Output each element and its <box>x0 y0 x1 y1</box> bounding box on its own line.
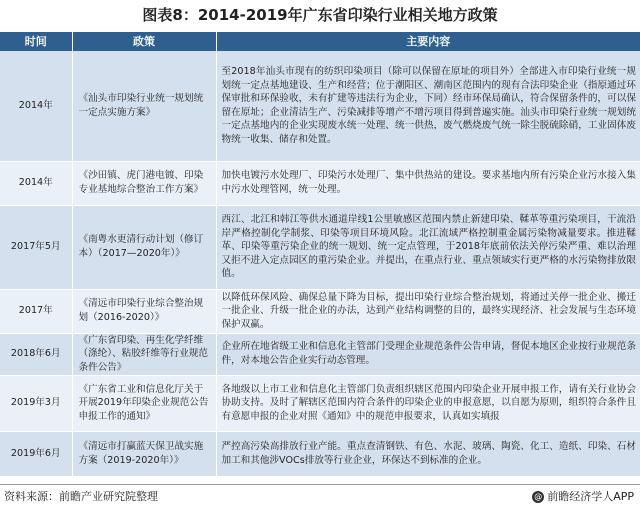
row-content: 至2018年汕头市现有的纺织印染项目（除可以保留在原址的项目外）全部进入市印染行业统一规划统一定点基地建设、生产和经营；位于潮阳区、潮南区范围内的现有合法印染企业（指原通过环保审批和环保验收，未有扩建等违法行为企业，下同）经市环保局确认，符合保留条件的，可以保留在原址；企业清洁生产、污染减排等增产不增污项目得到普遍实施。汕头市印染行业统一规划统一定点基地内的企业实现废水统一处理、统一供热，废气燃烧废气统一除尘脱硫除硝，工业固体废物统一收集、储存和处置。 <box>216 51 640 161</box>
header-policy: 政策 <box>72 32 216 51</box>
page-title: 图表8：2014-2019年广东省印染行业相关地方政策 <box>142 6 498 24</box>
row-content: 西江、北江和韩江等供水通道岸线1公里敏感区范围内禁止新建印染、鞣革等重污染项目，干流沿岸严格控制化学制浆、印染等项目环境风险。北江流域严格控制重金属污染物减量要求。推进鞣革、印染等重污染企业的统一规划、统一定点管理，于2018年底前依法关停污染严重、难以治理又拒不进入定点园区的重污染企业。并提出，在重点行业、重点领域实行更严格的水污染物排放限值。 <box>216 205 640 289</box>
table-header-row <box>0 32 640 51</box>
row-policy: 《汕头市印染行业统一规划统一定点实施方案》 <box>72 51 216 161</box>
table-row <box>0 161 640 205</box>
row-time: 2019年3月 <box>0 375 72 431</box>
row-policy: 《广东省工业和信息化厅关于开展2019年印染企业规范公告申报工作的通知》 <box>72 375 216 431</box>
brand-logo-icon: @ <box>534 492 543 501</box>
table-row <box>0 51 640 161</box>
row-time: 2017年5月 <box>0 205 72 289</box>
row-content: 加快电镀污水处理厂、印染污水处理厂、集中供热站的建设。要求基地内所有污染企业污水接入集中污水处理管网，统一处理。 <box>216 161 640 205</box>
table-row <box>0 431 640 476</box>
footer <box>0 484 640 510</box>
row-time: 2014年 <box>0 161 72 205</box>
row-policy: 《南粤水更清行动计划（修订本）（2017—2020年）》 <box>72 205 216 289</box>
policy-table <box>0 32 640 477</box>
row-time: 2018年6月 <box>0 333 72 375</box>
table-row <box>0 375 640 431</box>
table-row <box>0 333 640 375</box>
table-row <box>0 205 640 289</box>
brand-attribution <box>532 486 634 508</box>
brand-label: 前瞻经济学人APP <box>547 490 634 503</box>
row-content: 企业所在地省级工业和信息化主管部门受理企业规范条件公告申请，督促本地区企业按行业规范条件，对本地公告企业实行动态管理。 <box>216 333 640 375</box>
row-content: 各地级以上市工业和信息化主管部门负责组织辖区范围内印染企业开展申报工作，请有关行业协会协助支持。及时了解辖区范围内符合条件的印染企业的申报意愿，以自愿为原则，组织符合条件且有意愿申报的企业对照《通知》中的规范申报要求，认真如实填报 <box>216 375 640 431</box>
row-policy: 《广东省印染、再生化学纤维（涤纶）、粘胶纤维等行业规范条件公告》 <box>72 333 216 375</box>
header-time: 时间 <box>0 32 72 51</box>
row-time: 2014年 <box>0 51 72 161</box>
row-time: 2017年 <box>0 289 72 333</box>
header-content: 主要内容 <box>216 32 640 51</box>
table-row <box>0 289 640 333</box>
row-content: 严控高污染高排放行业产能。重点查清钢铁、有色、水泥、玻璃、陶瓷、化工、造纸、印染、石材加工和其他涉VOCs排放等行业企业，环保达不到标准的企业。 <box>216 431 640 476</box>
row-policy: 《清远市打赢蓝天保卫战实施方案（2019-2020年）》 <box>72 431 216 476</box>
row-content: 以降低环保风险、确保总量下降为目标，提出印染行业综合整治规划，将通过关停一批企业、搬迁一批企业、升级一批企业的办法，达到产业结构调整的目的，最终实现经济、社会发展与生态环境保护双赢。 <box>216 289 640 333</box>
row-policy: 《清远市印染行业综合整治规划（2016-2020）》 <box>72 289 216 333</box>
row-policy: 《沙田镇、虎门港电镀、印染专业基地综合整治工作方案》 <box>72 161 216 205</box>
row-time: 2019年6月 <box>0 431 72 476</box>
source-note: 资料来源：前瞻产业研究院整理 <box>4 490 158 503</box>
